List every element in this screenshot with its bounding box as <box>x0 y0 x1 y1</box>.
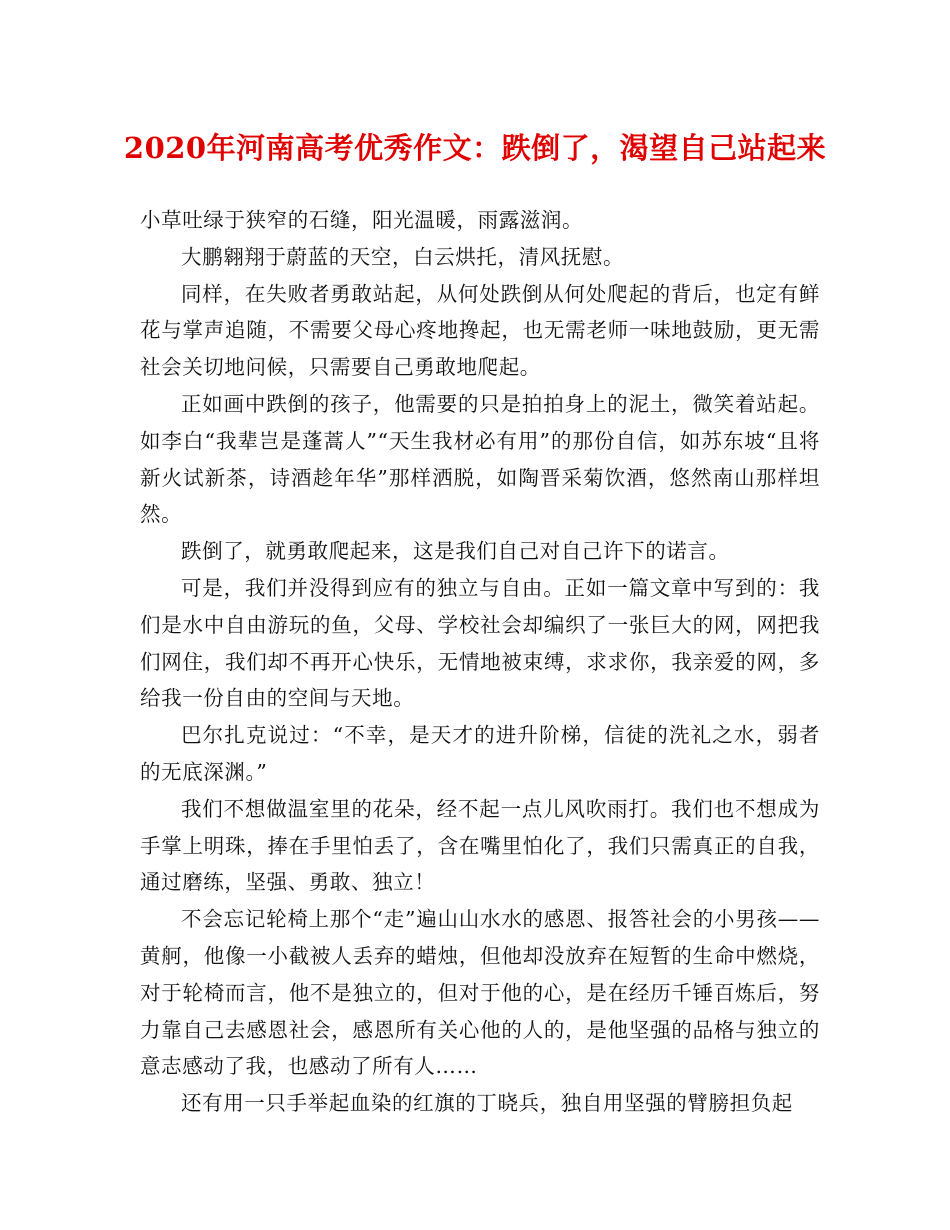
paragraph: 我们不想做温室里的花朵，经不起一点儿风吹雨打。我们也不想成为手掌上明珠，捧在手里怕丢了，含在嘴里怕化了，我们只需真正的自我，通过磨练，坚强、勇敢、独立！ <box>140 796 820 895</box>
document-body <box>140 202 820 1122</box>
paragraph: 巴尔扎克说过：“不幸，是天才的进升阶梯，信徒的洗礼之水，弱者的无底深渊。” <box>140 723 820 784</box>
paragraph: 正如画中跌倒的孩子，他需要的只是拍拍身上的泥土，微笑着站起。如李白“我辈岂是蓬蒿人”“天生我材必有用”的那份自信，如苏东坡“且将新火试新茶，诗酒趁年华”那样洒脱，如陶晋采菊饮酒，悠然南山那样坦然。 <box>140 391 820 527</box>
paragraph: 同样，在失败者勇敢站起，从何处跌倒从何处爬起的背后，也定有鲜花与掌声追随，不需要父母心疼地搀起，也无需老师一味地鼓励，更无需社会关切地问候，只需要自己勇敢地爬起。 <box>140 281 820 380</box>
paragraph: 小草吐绿于狭窄的石缝，阳光温暖，雨露滋润。 <box>140 208 584 232</box>
paragraph: 跌倒了，就勇敢爬起来，这是我们自己对自己许下的诺言。 <box>181 539 730 564</box>
paragraph: 可是，我们并没得到应有的独立与自由。正如一篇文章中写到的：我们是水中自由游玩的鱼，父母、学校社会却编织了一张巨大的网，网把我们网住，我们却不再开心快乐，无情地被束缚，求求你，我亲爱的网，多给我一份自由的空间与天地。 <box>140 575 820 711</box>
document-title: 2020年河南高考优秀作文：跌倒了，渴望自己站起来 <box>123 131 827 165</box>
paragraph: 大鹏翱翔于蔚蓝的天空，白云烘托，清风抚慰。 <box>181 244 625 269</box>
paragraph: 还有用一只手举起血染的红旗的丁晓兵，独自用坚强的臂膀担负起 <box>181 1091 793 1116</box>
paragraph: 不会忘记轮椅上那个“走”遍山山水水的感恩、报答社会的小男孩——黄舸，他像一小截被人丢弃的蜡烛，但他却没放弃在短暂的生命中燃烧，对于轮椅而言，他不是独立的，但对于他的心，是在经历千锤百炼后，努力靠自己去感恩社会，感恩所有关心他的人的，是他坚强的品格与独立的意志感动了我，也感动了所有人…… <box>140 907 820 1079</box>
